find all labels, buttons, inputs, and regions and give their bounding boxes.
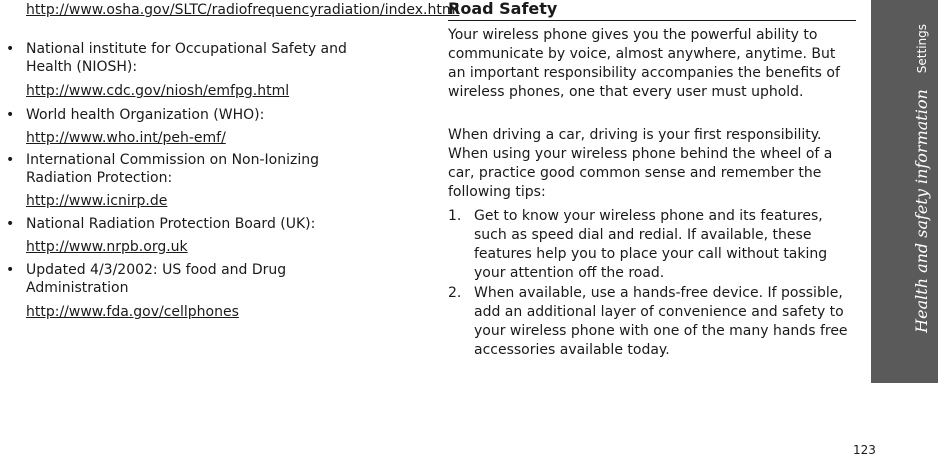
tip-text: Get to know your wireless phone and its features, such as speed dial and redial. If available, these features help you to place your call without taking your attention off the road. <box>474 208 828 281</box>
item-label: National Radiation Protection Board (UK): <box>26 216 316 232</box>
bullet: • <box>6 262 15 278</box>
item-label: World health Organization (WHO): <box>26 107 265 123</box>
who-link[interactable]: http://www.who.int/peh-emf/ <box>26 130 226 146</box>
page-number: 123 <box>853 443 876 457</box>
side-tab-subtitle: Settings <box>914 24 929 74</box>
tip-text: When available, use a hands-free device. If possible, add an additional layer of convenience and safety to your wireless phone with one of the many hands free accessories available today. <box>474 285 848 358</box>
driving-paragraph: When driving a car, driving is your first responsibility. When using your wireless phone behind the wheel of a car, practice good common sense and remember the following tips: <box>448 127 833 200</box>
icnirp-link[interactable]: http://www.icnirp.de <box>26 193 168 209</box>
nrpb-link[interactable]: http://www.nrpb.org.uk <box>26 239 188 255</box>
intro-paragraph: Your wireless phone gives you the powerful ability to communicate by voice, almost anywhere, anytime. But an important responsibility accompanies the benefits of wireless phones, one that every user must uphold. <box>448 27 840 100</box>
bullet: • <box>6 216 15 232</box>
item-label: International Commission on Non-Ionizing Radiation Protection: <box>26 152 319 186</box>
section-side-tab <box>871 0 938 383</box>
item-label: Updated 4/3/2002: US food and Drug Administration <box>26 262 287 296</box>
osha-link[interactable]: http://www.osha.gov/SLTC/radiofrequencyradiation/index.html <box>26 2 460 18</box>
niosh-link[interactable]: http://www.cdc.gov/niosh/emfpg.html <box>26 83 290 99</box>
fda-link[interactable]: http://www.fda.gov/cellphones <box>26 304 239 320</box>
bullet: • <box>6 107 15 123</box>
side-tab-title: Health and safety information <box>912 89 931 333</box>
tip-number: 1. <box>448 208 462 224</box>
item-label: National institute for Occupational Safety and Health (NIOSH): <box>26 41 347 75</box>
tip-number: 2. <box>448 285 462 301</box>
section-heading: Road Safety <box>448 0 856 21</box>
bullet: • <box>6 41 15 57</box>
bullet: • <box>6 152 15 168</box>
